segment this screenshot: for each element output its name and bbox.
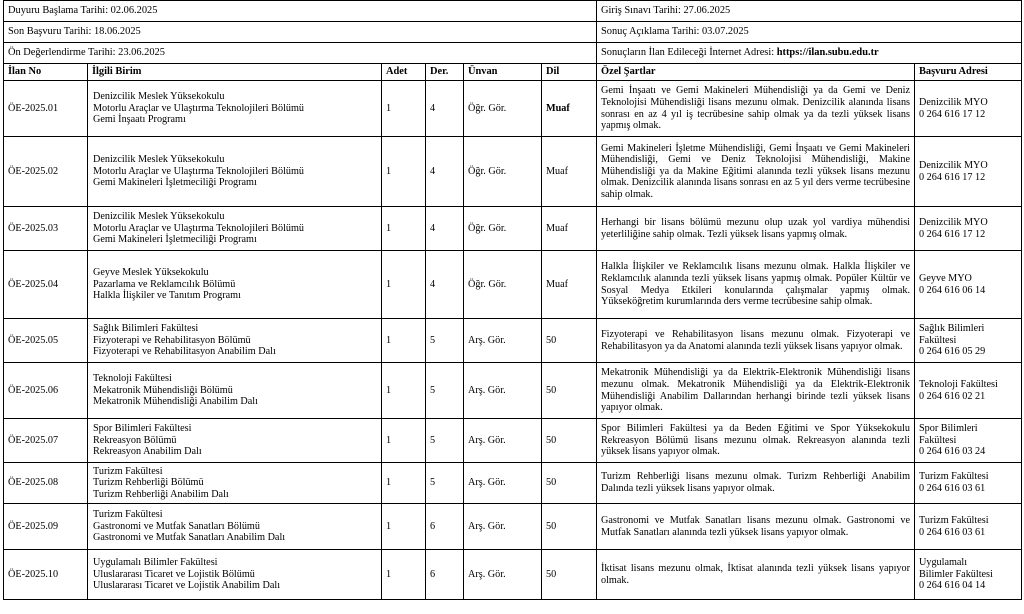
- dil: 50: [542, 463, 597, 504]
- birim-line: Motorlu Araçlar ve Ulaştırma Teknolojileri Bölümü: [93, 102, 305, 114]
- adres-line: Turizm Fakültesi: [919, 514, 989, 526]
- birim-line: Teknoloji Fakültesi: [93, 373, 172, 385]
- basvuru-adresi: [915, 319, 1022, 363]
- table-row: [4, 504, 1022, 550]
- adet: 1: [382, 419, 426, 463]
- birim-line: Denizcilik Meslek Yüksekokulu: [93, 91, 225, 103]
- table-row: [4, 137, 1022, 207]
- unvan: Arş. Gör.: [464, 504, 542, 550]
- basvuru-adresi: [915, 550, 1022, 600]
- ozel-sartlar: Gemi İnşaatı ve Gemi Makineleri Mühendisliği ya da Gemi ve Deniz Teknolojisi Mühendisliği lisans mezunu olmak. Denizcilik alanında lisans sonrası en az 4 yıl iş tecrübesine sahip olmak ya da tezli yüksek lisans yapmış olmak.: [597, 81, 915, 137]
- table-row: [4, 81, 1022, 137]
- birim-line: Uluslararası Ticaret ve Lojistik Anabilim Dalı: [93, 580, 281, 592]
- unvan: Arş. Gör.: [464, 363, 542, 419]
- ilgili-birim: [88, 419, 382, 463]
- birim-line: Mekatronik Mühendisliği Anabilim Dalı: [93, 396, 258, 408]
- col-dil: Dil: [542, 64, 597, 81]
- basvuru-adresi: [915, 504, 1022, 550]
- birim-line: Turizm Fakültesi: [93, 465, 163, 477]
- adres-line: Turizm Fakültesi: [919, 471, 989, 483]
- result-announcement-date: Sonuç Açıklama Tarihi: 03.07.2025: [597, 22, 1022, 43]
- derece: 5: [426, 363, 464, 419]
- adet: 1: [382, 251, 426, 319]
- birim-line: Pazarlama ve Reklamcılık Bölümü: [93, 278, 236, 290]
- adres-line: Spor Bilimleri: [919, 423, 978, 435]
- unvan: Arş. Gör.: [464, 419, 542, 463]
- ilgili-birim: [88, 251, 382, 319]
- table-row: [4, 207, 1022, 251]
- dil: 50: [542, 363, 597, 419]
- ilgili-birim: [88, 207, 382, 251]
- ilan-no: ÖE-2025.08: [4, 463, 88, 504]
- ozel-sartlar: İktisat lisans mezunu olmak, İktisat alanında tezli yüksek lisans yapıyor olmak.: [597, 550, 915, 600]
- birim-line: Rekreasyon Bölümü: [93, 434, 177, 446]
- adet: 1: [382, 137, 426, 207]
- adres-line: Fakültesi: [919, 334, 957, 346]
- adet: 1: [382, 207, 426, 251]
- derece: 5: [426, 463, 464, 504]
- basvuru-adresi: [915, 207, 1022, 251]
- adres-line: 0 264 616 03 24: [919, 446, 986, 458]
- dil: Muaf: [542, 251, 597, 319]
- header-row-3: [4, 43, 1022, 64]
- derece: 4: [426, 207, 464, 251]
- table-row: [4, 419, 1022, 463]
- adres-line: Denizcilik MYO: [919, 159, 988, 171]
- derece: 6: [426, 504, 464, 550]
- ilan-no: ÖE-2025.03: [4, 207, 88, 251]
- adres-line: Sağlık Bilimleri: [919, 323, 985, 335]
- adres-line: 0 264 616 03 61: [919, 526, 986, 538]
- exam-date: Giriş Sınavı Tarihi: 27.06.2025: [597, 1, 1022, 22]
- col-unvan: Ünvan: [464, 64, 542, 81]
- ilan-no: ÖE-2025.06: [4, 363, 88, 419]
- dil: 50: [542, 419, 597, 463]
- ozel-sartlar: Mekatronik Mühendisliği ya da Elektrik-Elektronik Mühendisliği lisans mezunu olmak. Mekatronik Mühendisliği ya da Elektrik-Elektronik Mühendisliği Anabilim Dallarından herhangi birinde tezli yüksek lisans yapıyor olmak.: [597, 363, 915, 419]
- ilgili-birim: [88, 504, 382, 550]
- ilan-no: ÖE-2025.07: [4, 419, 88, 463]
- birim-line: Denizcilik Meslek Yüksekokulu: [93, 154, 225, 166]
- table-row: [4, 550, 1022, 600]
- col-ozel-sartlar: Özel Şartlar: [597, 64, 915, 81]
- derece: 4: [426, 251, 464, 319]
- adres-line: 0 264 616 17 12: [919, 108, 986, 120]
- ozel-sartlar: Spor Bilimleri Fakültesi ya da Beden Eğitimi ve Spor Yüksekokulu Rekreasyon Bölümü lisans mezunu olmak. Rekreasyon alanında tezli yüksek lisans yapıyor olmak.: [597, 419, 915, 463]
- column-header-row: [4, 64, 1022, 81]
- basvuru-adresi: [915, 463, 1022, 504]
- basvuru-adresi: [915, 363, 1022, 419]
- unvan: Arş. Gör.: [464, 550, 542, 600]
- ozel-sartlar: Halkla İlişkiler ve Reklamcılık lisans mezunu olmak. Halkla İlişkiler ve Reklamcılık alanında tezli yüksek lisans yapmış olmak. Popüler Kültür ve Sosyal Medya Etkileri konularında çalışmalar yapmış olmak. Yükseköğretim kurumlarında ders verme tecrübesine sahip olmak.: [597, 251, 915, 319]
- adet: 1: [382, 319, 426, 363]
- unvan: Öğr. Gör.: [464, 207, 542, 251]
- adres-line: Teknoloji Fakültesi: [919, 378, 998, 390]
- adet: 1: [382, 363, 426, 419]
- col-ilgili-birim: İlgili Birim: [88, 64, 382, 81]
- adres-line: 0 264 616 03 61: [919, 483, 986, 494]
- ozel-sartlar: Gemi Makineleri İşletme Mühendisliği, Gemi İnşaatı ve Gemi Makineleri Mühendisliği, Gemi ve Deniz Teknolojisi Mühendisliği, Makine Mühendisliği ya da Makine Eğitimi alanında tezli yüksek lisans mezunu olmak. Denizcilik alanında lisans sonrası en az 5 yıl ders verme tecrübesine sahip olmak.: [597, 137, 915, 207]
- derece: 6: [426, 550, 464, 600]
- dil: 50: [542, 504, 597, 550]
- birim-line: Rekreasyon Anabilim Dalı: [93, 446, 202, 458]
- derece: 4: [426, 137, 464, 207]
- birim-line: Gastronomi ve Mutfak Sanatları Anabilim Dalı: [93, 532, 286, 544]
- col-basvuru-adresi: Başvuru Adresi: [915, 64, 1022, 81]
- birim-line: Spor Bilimleri Fakültesi: [93, 423, 192, 435]
- birim-line: Uluslararası Ticaret ve Lojistik Bölümü: [93, 568, 255, 580]
- ilgili-birim: [88, 550, 382, 600]
- adres-line: 0 264 616 17 12: [919, 171, 986, 183]
- derece: 5: [426, 319, 464, 363]
- results-website-url[interactable]: https://ilan.subu.edu.tr: [776, 47, 879, 59]
- birim-line: Geyve Meslek Yüksekokulu: [93, 267, 209, 279]
- birim-line: Denizcilik Meslek Yüksekokulu: [93, 211, 225, 223]
- unvan: Öğr. Gör.: [464, 137, 542, 207]
- ilgili-birim: [88, 363, 382, 419]
- ilan-no: ÖE-2025.04: [4, 251, 88, 319]
- adres-line: Denizcilik MYO: [919, 96, 988, 108]
- birim-line: Gastronomi ve Mutfak Sanatları Bölümü: [93, 520, 260, 532]
- dil: 50: [542, 319, 597, 363]
- ilan-no: ÖE-2025.05: [4, 319, 88, 363]
- col-adet: Adet: [382, 64, 426, 81]
- adet: 1: [382, 463, 426, 504]
- table-row: [4, 251, 1022, 319]
- birim-line: Turizm Rehberliği Anabilim Dalı: [93, 488, 229, 500]
- adet: 1: [382, 504, 426, 550]
- last-application-date: Son Başvuru Tarihi: 18.06.2025: [4, 22, 597, 43]
- unvan: Öğr. Gör.: [464, 251, 542, 319]
- ilan-no: ÖE-2025.10: [4, 550, 88, 600]
- table-row: [4, 363, 1022, 419]
- birim-line: Fizyoterapi ve Rehabilitasyon Anabilim Dalı: [93, 346, 276, 358]
- ozel-sartlar: Turizm Rehberliği lisans mezunu olmak. Turizm Rehberliği Anabilim Dalında tezli yüksek lisans yapıyor olmak.: [597, 463, 915, 504]
- announcement-table: [3, 0, 1022, 600]
- announcement-start-date: Duyuru Başlama Tarihi: 02.06.2025: [4, 1, 597, 22]
- adres-line: Fakültesi: [919, 434, 957, 446]
- adres-line: Geyve MYO: [919, 272, 972, 284]
- adres-line: 0 264 616 05 29: [919, 346, 986, 358]
- birim-line: Gemi İnşaatı Programı: [93, 114, 186, 126]
- results-website: [597, 43, 1022, 64]
- adet: 1: [382, 81, 426, 137]
- header-row-1: [4, 1, 1022, 22]
- dil: Muaf: [542, 137, 597, 207]
- col-derece: Der.: [426, 64, 464, 81]
- adres-line: 0 264 616 02 21: [919, 390, 986, 402]
- pre-evaluation-date: Ön Değerlendirme Tarihi: 23.06.2025: [4, 43, 597, 64]
- ilgili-birim: [88, 81, 382, 137]
- birim-line: Motorlu Araçlar ve Ulaştırma Teknolojileri Bölümü: [93, 222, 305, 234]
- basvuru-adresi: [915, 81, 1022, 137]
- ozel-sartlar: Fizyoterapi ve Rehabilitasyon lisans mezunu olmak. Fizyoterapi ve Rehabilitasyon ya da Anatomi alanında tezli yüksek lisans yapıyor olmak.: [597, 319, 915, 363]
- dil: Muaf: [542, 81, 597, 137]
- birim-line: Uygulamalı Bilimler Fakültesi: [93, 557, 218, 569]
- table-row: [4, 463, 1022, 504]
- adres-line: Uygulamalı: [919, 557, 968, 569]
- birim-line: Gemi Makineleri İşletmeciliği Programı: [93, 234, 257, 246]
- unvan: Arş. Gör.: [464, 319, 542, 363]
- ozel-sartlar: Gastronomi ve Mutfak Sanatları lisans mezunu olmak. Gastronomi ve Mutfak Sanatları alanında tezli yüksek lisans yapıyor olmak.: [597, 504, 915, 550]
- table-row: [4, 319, 1022, 363]
- results-website-label: Sonuçların İlan Edileceği İnternet Adresi:: [601, 47, 777, 59]
- ilan-no: ÖE-2025.02: [4, 137, 88, 207]
- birim-line: Motorlu Araçlar ve Ulaştırma Teknolojileri Bölümü: [93, 165, 305, 177]
- birim-line: Mekatronik Mühendisliği Bölümü: [93, 384, 233, 396]
- birim-line: Fizyoterapi ve Rehabilitasyon Bölümü: [93, 334, 251, 346]
- col-ilan-no: İlan No: [4, 64, 88, 81]
- ilgili-birim: [88, 319, 382, 363]
- ilan-no: ÖE-2025.09: [4, 504, 88, 550]
- birim-line: Sağlık Bilimleri Fakültesi: [93, 323, 199, 335]
- basvuru-adresi: [915, 419, 1022, 463]
- dil: 50: [542, 550, 597, 600]
- unvan: Öğr. Gör.: [464, 81, 542, 137]
- adet: 1: [382, 550, 426, 600]
- birim-line: Turizm Rehberliği Bölümü: [93, 477, 204, 489]
- adres-line: Denizcilik MYO: [919, 216, 988, 228]
- ozel-sartlar: Herhangi bir lisans bölümü mezunu olup uzak yol vardiya mühendisi yeterliliğine sahip olmak. Tezli yüksek lisans yapmış olmak.: [597, 207, 915, 251]
- birim-line: Halkla İlişkiler ve Tanıtım Programı: [93, 290, 241, 302]
- ilan-no: ÖE-2025.01: [4, 81, 88, 137]
- ilgili-birim: [88, 463, 382, 504]
- adres-line: 0 264 616 17 12: [919, 228, 986, 240]
- adres-line: Bilimler Fakültesi: [919, 568, 993, 580]
- ilgili-birim: [88, 137, 382, 207]
- header-row-2: [4, 22, 1022, 43]
- basvuru-adresi: [915, 137, 1022, 207]
- derece: 4: [426, 81, 464, 137]
- unvan: Arş. Gör.: [464, 463, 542, 504]
- birim-line: Gemi Makineleri İşletmeciliği Programı: [93, 177, 257, 189]
- adres-line: 0 264 616 04 14: [919, 580, 986, 592]
- derece: 5: [426, 419, 464, 463]
- dil: Muaf: [542, 207, 597, 251]
- basvuru-adresi: [915, 251, 1022, 319]
- adres-line: 0 264 616 06 14: [919, 284, 986, 296]
- birim-line: Turizm Fakültesi: [93, 509, 163, 521]
